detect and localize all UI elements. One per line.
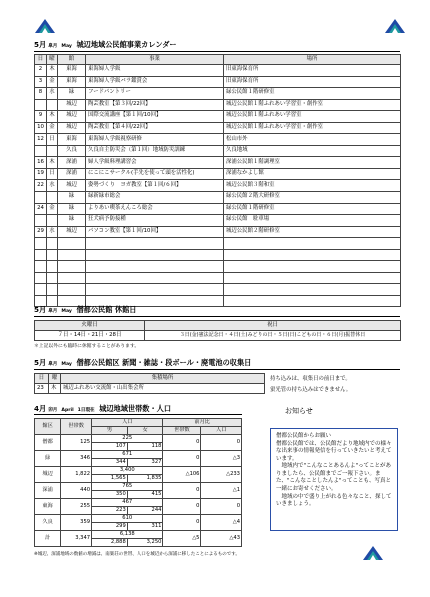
population-table — [34, 418, 242, 547]
event-place: 深浦公民館１階調理室 — [224, 157, 401, 169]
events-table — [34, 54, 401, 307]
event-name: 狂犬病予防接種 — [86, 215, 224, 227]
event-name: 緑新緑市総会 — [86, 192, 224, 204]
pop-header-population: 人口 — [92, 419, 163, 427]
events-title-rule — [34, 51, 400, 52]
pop-total: 6,138 — [92, 531, 163, 539]
event-day: 16 — [35, 157, 47, 169]
recycle-title-rule — [34, 369, 400, 370]
event-hall: 深浦 — [58, 168, 86, 180]
table-row — [35, 226, 401, 238]
event-day — [35, 238, 47, 250]
events-header-0: 日 — [35, 55, 47, 65]
event-weekday: 金 — [47, 122, 58, 134]
table-row — [35, 467, 242, 475]
recycle-day: 23 — [35, 384, 49, 394]
event-name: 東海婦人学級バラ鑑賞会 — [86, 76, 224, 88]
event-day — [35, 99, 47, 111]
event-name: 陶芸教室【第４回/22回】 — [86, 122, 224, 134]
pop-diff-households: △5 — [163, 531, 201, 547]
event-place — [224, 284, 401, 296]
recycle-header-weekday: 曜 — [49, 374, 61, 384]
recycle-weekday: 木 — [49, 384, 61, 394]
event-weekday: 金 — [47, 203, 58, 215]
event-place: 深浦なかよし館 — [224, 168, 401, 180]
event-place — [224, 272, 401, 284]
event-place: 城辺公民館２階研修室 — [224, 226, 401, 238]
event-hall: 城辺 — [58, 180, 86, 192]
closed-holidays: ３日(金)憲法記念日・４日(土)みどりの日・５日(日)こどもの日・６日(月)振替休日 — [145, 331, 401, 341]
table-row — [35, 483, 242, 491]
pop-total: 610 — [92, 515, 163, 523]
pop-diff-households: 0 — [163, 435, 201, 451]
pop-header-female: 女 — [127, 427, 163, 435]
pop-male: 107 — [92, 443, 128, 451]
event-weekday — [47, 192, 58, 204]
event-hall: 城辺 — [58, 122, 86, 134]
event-day — [35, 272, 47, 284]
event-name: パソコン教室【第１回/10回】 — [86, 226, 224, 238]
table-row — [35, 122, 401, 134]
recycle-place: 城辺ふれあい交流館・山出集会所 — [61, 384, 265, 394]
table-row — [35, 261, 401, 273]
pop-male: 299 — [92, 523, 128, 531]
pop-female: 118 — [127, 443, 163, 451]
event-day: 12 — [35, 134, 47, 146]
closed-note: ＊上記以外にも臨時に休館することがあります。 — [34, 344, 140, 349]
event-weekday: 水 — [47, 226, 58, 238]
pop-total: 3,400 — [92, 467, 163, 475]
table-row — [35, 99, 401, 111]
event-weekday — [47, 249, 58, 261]
event-place: 緑公民館１階研修室 — [224, 88, 401, 100]
event-name: 久良自主防災会（第１回）地域防災訓練 — [86, 145, 224, 157]
table-row — [35, 180, 401, 192]
event-hall — [58, 272, 86, 284]
event-day — [35, 215, 47, 227]
event-hall — [58, 284, 86, 296]
event-hall — [58, 238, 86, 250]
pop-header-male: 男 — [92, 427, 128, 435]
event-name: 東海婦人学級視察研修 — [86, 134, 224, 146]
event-day — [35, 261, 47, 273]
pop-households: 346 — [61, 451, 92, 467]
pop-header-households: 世帯数 — [61, 419, 92, 435]
pop-male: 2,888 — [92, 539, 128, 547]
population-title-rule — [34, 414, 242, 415]
event-hall: 緑 — [58, 192, 86, 204]
pop-female: 1,835 — [127, 475, 163, 483]
event-weekday — [47, 215, 58, 227]
closed-header-tuesday: 火曜日 — [35, 321, 145, 331]
closed-tuesdays: ７日・14日・21日・28日 — [35, 331, 145, 341]
pop-header-diff-households: 世帯数 — [163, 427, 201, 435]
event-day: 10 — [35, 122, 47, 134]
pop-households: 440 — [61, 483, 92, 499]
closed-title: 5月 皐月 May 僧都公民館 休館日 — [34, 305, 137, 314]
organization-logo-icon — [384, 18, 406, 34]
recycle-header-place: 集積場所 — [61, 374, 265, 384]
pop-header-hall: 館区 — [35, 419, 61, 435]
event-hall: 深浦 — [58, 157, 86, 169]
event-place: 城辺公民館３階和室 — [224, 180, 401, 192]
table-row — [35, 76, 401, 88]
events-title: 5月 皐月 May 城辺地域公民館事業カレンダー — [34, 40, 177, 49]
event-place: 緑公民館１階研修室 — [224, 203, 401, 215]
table-row — [35, 284, 401, 296]
pop-diff-households: 0 — [163, 499, 201, 515]
event-place — [224, 295, 401, 307]
event-name: 国際交流講座【第１回/10回】 — [86, 111, 224, 123]
pop-diff-population: △3 — [201, 451, 242, 467]
recycle-table — [34, 373, 265, 394]
pop-diff-population: 0 — [201, 499, 242, 515]
event-place: 松山市外 — [224, 134, 401, 146]
event-place — [224, 249, 401, 261]
event-weekday: 日 — [47, 134, 58, 146]
events-header-1: 曜 — [47, 55, 58, 65]
pop-female: 327 — [127, 459, 163, 467]
events-header-3: 事業 — [86, 55, 224, 65]
event-weekday: 金 — [47, 76, 58, 88]
event-name: 東海婦人学級 — [86, 65, 224, 77]
event-day: 3 — [35, 76, 47, 88]
event-weekday — [47, 284, 58, 296]
pop-diff-households: 0 — [163, 451, 201, 467]
event-name: よりあい喫茶えんころ総会 — [86, 203, 224, 215]
event-place — [224, 261, 401, 273]
table-row — [35, 499, 242, 507]
event-place: 旧東海保育所 — [224, 65, 401, 77]
events-header-4: 場所 — [224, 55, 401, 65]
table-row — [35, 249, 401, 261]
population-title: 4月 卯月 April 1日現在 城辺地域世帯数・人口 — [34, 404, 172, 413]
pop-female: 244 — [127, 507, 163, 515]
event-hall: 東海 — [58, 65, 86, 77]
event-place — [224, 238, 401, 250]
table-row — [35, 157, 401, 169]
closed-header-holiday: 祝日 — [145, 321, 401, 331]
event-hall: 城辺 — [58, 226, 86, 238]
pop-hall-name: 僧都 — [35, 435, 61, 451]
table-row — [35, 192, 401, 204]
notice-title: お知らせ — [285, 407, 313, 415]
pop-diff-population: △43 — [201, 531, 242, 547]
pop-diff-households: △106 — [163, 467, 201, 483]
table-row — [35, 272, 401, 284]
pop-hall-name: 深浦 — [35, 483, 61, 499]
recycle-side-note-1: 持ち込みは、収集日の前日まで。 — [270, 376, 351, 382]
table-row — [35, 238, 401, 250]
organization-logo-icon — [34, 18, 56, 34]
table-row — [35, 134, 401, 146]
event-day — [35, 249, 47, 261]
pop-total: 225 — [92, 435, 163, 443]
event-name: フードパントリー — [86, 88, 224, 100]
event-weekday — [47, 99, 58, 111]
pop-hall-name: 東海 — [35, 499, 61, 515]
pop-households: 1,822 — [61, 467, 92, 483]
event-weekday: 水 — [47, 88, 58, 100]
event-weekday: 木 — [47, 65, 58, 77]
event-place: 旧東海保育所 — [224, 76, 401, 88]
event-hall: 緑 — [58, 203, 86, 215]
event-name: 姿勢づくり ヨガ教室【第１回/６回】 — [86, 180, 224, 192]
event-place: 城辺公民館１階ふれあい学習室・創作室 — [224, 99, 401, 111]
pop-female: 311 — [127, 523, 163, 531]
table-row — [35, 515, 242, 523]
pop-hall-name: 城辺 — [35, 467, 61, 483]
event-weekday — [47, 145, 58, 157]
pop-male: 350 — [92, 491, 128, 499]
event-name — [86, 284, 224, 296]
pop-diff-population: △4 — [201, 515, 242, 531]
event-place: 城辺公民館１階ふれあい学習室 — [224, 111, 401, 123]
pop-diff-population: △1 — [201, 483, 242, 499]
table-row — [35, 451, 242, 459]
event-hall — [58, 261, 86, 273]
event-day: 22 — [35, 180, 47, 192]
event-hall: 城辺 — [58, 99, 86, 111]
event-weekday — [47, 272, 58, 284]
population-note: ※城辺、深浦地域の数値の増減は、南楽荘の世帯、人口を城辺から深浦に移したことによるものです。 — [34, 552, 240, 557]
pop-households: 255 — [61, 499, 92, 515]
event-hall: 緑 — [58, 215, 86, 227]
event-name — [86, 238, 224, 250]
event-place: 城辺公民館１階ふれあい学習室・創作室 — [224, 122, 401, 134]
pop-male: 1,565 — [92, 475, 128, 483]
table-row — [35, 168, 401, 180]
event-day — [35, 284, 47, 296]
notice-box — [270, 428, 398, 531]
event-name — [86, 261, 224, 273]
event-hall: 東海 — [58, 134, 86, 146]
pop-header-row — [35, 419, 242, 427]
pop-households: 359 — [61, 515, 92, 531]
event-weekday: 木 — [47, 157, 58, 169]
pop-hall-name: 久良 — [35, 515, 61, 531]
event-name: 婦人学級料理講習会 — [86, 157, 224, 169]
event-day — [35, 145, 47, 157]
closed-title-rule — [34, 316, 400, 317]
pop-total: 765 — [92, 483, 163, 491]
notice-text: 僧都公民館からお願い 僧都公民館では、公民館だより地域内での様々な出来事の情報発信を行っていきたいと考えています。 地域内で"こんなことあるんよ"ってことがありましたら、公民館までご一報下さい。また、"こんなことしたんよ"ってことも、写真と一緒にお寄せください。 地域の中で盛り上がれる色々なこと、探していきましょう。 — [276, 433, 392, 508]
table-row — [35, 65, 401, 77]
event-weekday: 日 — [47, 168, 58, 180]
recycle-header-day: 日 — [35, 374, 49, 384]
table-row — [35, 531, 242, 539]
pop-diff-population: 0 — [201, 435, 242, 451]
event-name — [86, 249, 224, 261]
event-hall — [58, 249, 86, 261]
event-place: 緑公民館 駐車場 — [224, 215, 401, 227]
event-day: 9 — [35, 111, 47, 123]
recycle-side-note-2: 蛍光管の持ち込みはできません。 — [270, 387, 352, 393]
event-day: 29 — [35, 226, 47, 238]
pop-households: 125 — [61, 435, 92, 451]
event-weekday: 水 — [47, 180, 58, 192]
pop-total: 467 — [92, 499, 163, 507]
pop-male: 223 — [92, 507, 128, 515]
event-place: 久良地域 — [224, 145, 401, 157]
event-hall: 久良 — [58, 145, 86, 157]
pop-hall-name: 緑 — [35, 451, 61, 467]
event-day: 2 — [35, 65, 47, 77]
event-place: 緑公民館２階大研修室 — [224, 192, 401, 204]
event-day: 8 — [35, 88, 47, 100]
table-row — [35, 111, 401, 123]
pop-diff-population: △233 — [201, 467, 242, 483]
pop-header-diff-population: 人口 — [201, 427, 242, 435]
event-weekday: 木 — [47, 111, 58, 123]
events-header-2: 館 — [58, 55, 86, 65]
event-day: 19 — [35, 168, 47, 180]
closed-days-table — [34, 320, 401, 341]
pop-hall-name: 計 — [35, 531, 61, 547]
event-weekday — [47, 238, 58, 250]
event-name — [86, 272, 224, 284]
pop-female: 415 — [127, 491, 163, 499]
event-hall: 東海 — [58, 76, 86, 88]
event-name: 陶芸教室【第３回/22回】 — [86, 99, 224, 111]
pop-header-prev-month: 前月比 — [163, 419, 242, 427]
event-name: にこにこサークル(手先を使って頭を活性化) — [86, 168, 224, 180]
table-row — [35, 88, 401, 100]
pop-diff-households: 0 — [163, 515, 201, 531]
event-day — [35, 192, 47, 204]
table-row — [35, 203, 401, 215]
pop-male: 344 — [92, 459, 128, 467]
table-row — [35, 145, 401, 157]
event-hall: 城辺 — [58, 111, 86, 123]
table-row — [35, 215, 401, 227]
recycle-title: 5月 皐月 May 僧都公民館区 新聞・雑誌・段ボール・廃電池の収集日 — [34, 358, 252, 367]
organization-logo-icon — [362, 545, 384, 561]
table-row — [35, 435, 242, 443]
pop-diff-households: 0 — [163, 483, 201, 499]
event-weekday — [47, 261, 58, 273]
pop-female: 3,250 — [127, 539, 163, 547]
pop-total: 671 — [92, 451, 163, 459]
event-hall: 緑 — [58, 88, 86, 100]
pop-households: 3,347 — [61, 531, 92, 547]
event-day: 24 — [35, 203, 47, 215]
